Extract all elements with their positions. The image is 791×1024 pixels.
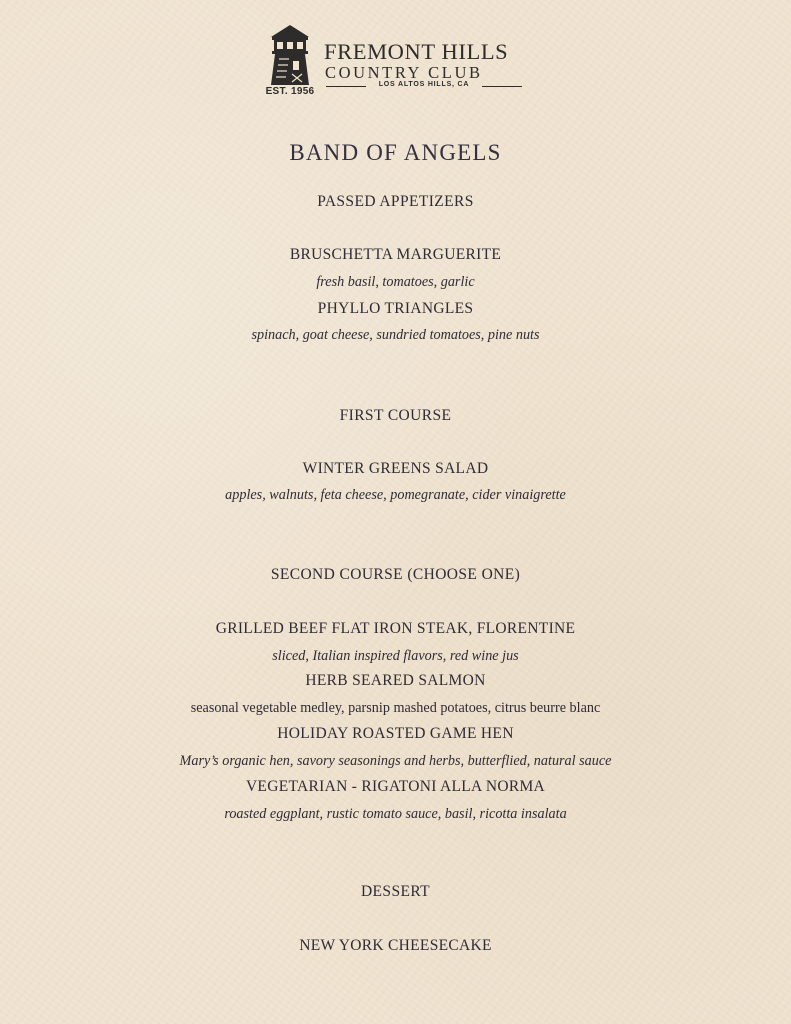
lookout-tower-icon — [268, 24, 312, 86]
club-logo — [264, 22, 526, 100]
dish-name: HOLIDAY ROASTED GAME HEN — [277, 725, 514, 742]
logo-name-line2: COUNTRY CLUB — [325, 63, 483, 82]
section-heading-first-course: FIRST COURSE — [339, 407, 452, 424]
dish-name: PHYLLO TRIANGLES — [317, 300, 474, 317]
section-heading-passed-appetizers: PASSED APPETIZERS — [317, 193, 474, 210]
logo-divider-right — [482, 86, 522, 87]
dish-name: NEW YORK CHEESECAKE — [299, 937, 492, 954]
dish-description: seasonal vegetable medley, parsnip mashed potatoes, citrus beurre blanc — [190, 700, 601, 716]
logo-location: LOS ALTOS HILLS, CA — [378, 81, 470, 88]
dish-description: Mary’s organic hen, savory seasonings and herbs, butterflied, natural sauce — [179, 753, 612, 769]
section-heading-dessert: DESSERT — [360, 883, 431, 900]
logo-name-line1: FREMONT HILLS — [324, 39, 509, 64]
dish-description: roasted eggplant, rustic tomato sauce, basil, ricotta insalata — [224, 806, 567, 822]
dish-description: spinach, goat cheese, sundried tomatoes, pine nuts — [251, 327, 540, 343]
dish-description: apples, walnuts, feta cheese, pomegranate, cider vinaigrette — [225, 487, 566, 503]
dish-name: VEGETARIAN - RIGATONI ALLA NORMA — [245, 778, 546, 795]
dish-name: GRILLED BEEF FLAT IRON STEAK, FLORENTINE — [215, 620, 576, 637]
dish-description: sliced, Italian inspired flavors, red wine jus — [272, 648, 519, 664]
dish-description: fresh basil, tomatoes, garlic — [316, 274, 475, 290]
menu-title: BAND OF ANGELS — [289, 140, 502, 165]
logo-divider-left — [326, 86, 366, 87]
section-heading-second-course: SECOND COURSE (CHOOSE ONE) — [270, 566, 521, 583]
dish-name: WINTER GREENS SALAD — [302, 460, 489, 477]
logo-established: EST. 1956 — [265, 86, 315, 97]
dish-name: HERB SEARED SALMON — [305, 672, 486, 689]
dish-name: BRUSCHETTA MARGUERITE — [289, 246, 502, 263]
